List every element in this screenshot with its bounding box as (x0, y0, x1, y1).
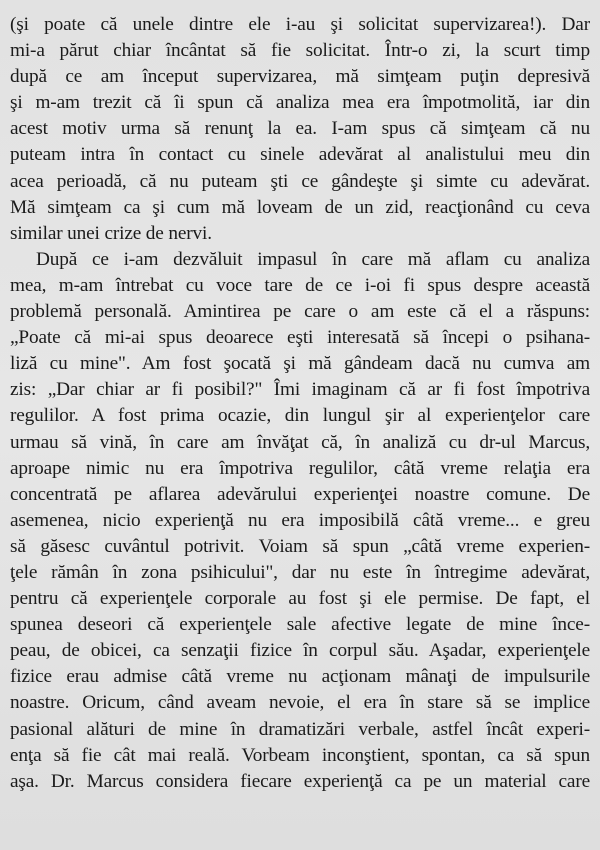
text-line: asemenea, nicio experienţă nu era imposibilă câtă vreme... e greu (10, 509, 590, 531)
text-line: mea, m-am întrebat cu voce tare de ce i-oi fi spus despre această (10, 274, 590, 296)
text-line: pentru că experienţele corporale au fost şi ele permise. De fapt, el (10, 588, 590, 610)
text-line: acest motiv urma să renunţ la ea. I-am spus că simţeam că nu (10, 118, 590, 140)
text-line: concentrată pe aflarea adevărului experienţei noastre comune. De (10, 483, 590, 505)
text-line: problemă personală. Amintirea pe care o am este că el a răspuns: (10, 301, 590, 323)
text-line: ţele rămân în zona psihicului", dar nu este în întregime adevărat, (10, 561, 590, 583)
text-line: zis: „Dar chiar ar fi posibil?" Îmi imaginam că ar fi fost împotriva (10, 379, 590, 401)
text-line: noastre. Oricum, când aveam nevoie, el era în stare să se implice (10, 692, 590, 714)
paragraph-2 (10, 247, 590, 795)
text-line: similar unei crize de nervi. (10, 222, 212, 244)
text-line: mi-a părut chiar încântat să fie solicitat. Într-o zi, la scurt timp (10, 40, 590, 62)
text-line: şi m-am trezit că îi spun că analiza mea era împotmolită, iar din (10, 92, 590, 114)
text-line: aşa. Dr. Marcus considera fiecare experienţă ca pe un material care (10, 770, 590, 792)
text-line: regulilor. A fost prima ocazie, din lungul şir al experienţelor care (10, 405, 590, 427)
paragraph-1 (10, 12, 590, 247)
text-line: după ce am început supervizarea, mă simţeam puţin depresivă (10, 66, 590, 88)
text-line: fizice erau admise câtă vreme nu acţionam mânaţi de impulsurile (10, 666, 590, 688)
text-line: spunea deseori că experienţele sale afective legate de mine înce- (10, 614, 590, 636)
text-line: liză cu mine". Am fost şocată şi mă gândeam dacă nu cumva am (10, 353, 590, 375)
text-line: aproape nimic nu era împotriva regulilor, câtă vreme relaţia era (10, 457, 590, 479)
text-line: acea perioadă, că nu puteam şti ce gândeşte şi simte cu adevărat. (10, 170, 590, 192)
text-line: urmau să vină, în care am învăţat că, în analiză cu dr-ul Marcus, (10, 431, 590, 453)
text-line: enţa să fie cât mai reală. Vorbeam inconştient, spontan, ca să spun (10, 744, 590, 766)
text-line: pasional alături de mine în dramatizări verbale, astfel încât experi- (10, 718, 590, 740)
text-line: peau, de obicei, ca senzaţii fizice în corpul său. Aşadar, experienţele (10, 640, 590, 662)
text-line: După ce i-am dezvăluit impasul în care mă aflam cu analiza (36, 248, 590, 270)
text-line: (şi poate că unele dintre ele i-au şi solicitat supervizarea!). Dar (10, 14, 590, 35)
text-line: Mă simţeam ca şi cum mă loveam de un zid, reacţionând cu ceva (10, 196, 590, 218)
text-line: să găsesc cuvântul potrivit. Voiam să spun „câtă vreme experien- (10, 535, 590, 557)
text-line: puteam intra în contact cu sinele adevărat al analistului meu din (10, 144, 590, 166)
text-line: „Poate că mi-ai spus deoarece eşti interesată să începi o psihana- (10, 327, 590, 349)
